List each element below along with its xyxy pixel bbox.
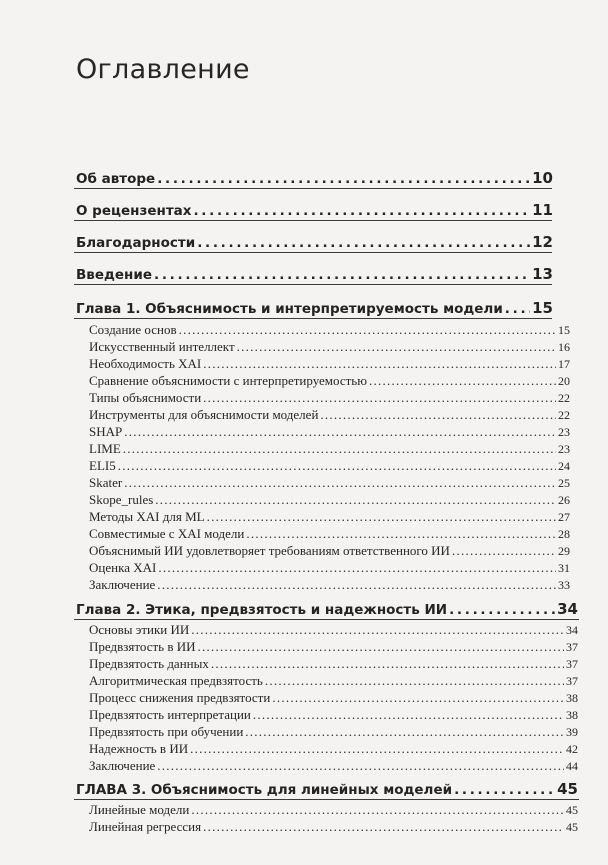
toc-section (0, 509, 608, 525)
toc-section-page: 38 (566, 708, 578, 722)
toc-section-label: Процесс снижения предвзятости (89, 690, 271, 705)
dot-leader (191, 622, 564, 638)
toc-section-label: Надежность в ИИ (89, 741, 189, 756)
toc-chapter-page: 15 (532, 299, 553, 317)
toc-section-page: 29 (558, 544, 570, 558)
toc-section-label: Основы этики ИИ (89, 622, 190, 637)
toc-section (0, 424, 608, 440)
toc-entry-label: Введение (76, 267, 152, 283)
toc-section-page: 27 (558, 510, 570, 524)
toc-section-label: Создание основ (89, 322, 177, 337)
toc-section-page: 45 (566, 820, 578, 834)
toc-section-page: 25 (558, 476, 570, 490)
toc-section-page: 22 (558, 391, 570, 405)
toc-section-page: 34 (566, 623, 578, 637)
dot-leader (158, 560, 556, 576)
toc-section (0, 526, 608, 542)
toc-section (0, 577, 608, 593)
toc-section (0, 356, 608, 372)
toc-section (0, 339, 608, 355)
dot-leader (245, 724, 564, 740)
toc-section-label: Заключение (89, 577, 156, 592)
toc-entry-page: 11 (532, 201, 553, 219)
toc-entry-label: О рецензентах (76, 203, 192, 219)
toc-section-label: Необходимость XAI (89, 356, 202, 371)
toc-chapter-1 (0, 299, 608, 317)
toc-section (0, 639, 608, 655)
toc-section (0, 543, 608, 559)
toc-section-label: SHAP (89, 424, 123, 439)
dot-leader (265, 673, 564, 689)
toc-chapter-2 (0, 600, 608, 618)
toc-section-page: 45 (566, 803, 578, 817)
dot-leader (157, 577, 556, 593)
dot-leader (157, 171, 530, 187)
toc-section-label: Совместимые с XAI модели (89, 526, 245, 541)
toc-section-page: 23 (558, 425, 570, 439)
toc-section-label: LIME (89, 441, 121, 456)
dot-leader (211, 656, 564, 672)
toc-section-page: 39 (566, 725, 578, 739)
toc-section (0, 441, 608, 457)
dot-leader (191, 802, 564, 818)
divider (74, 220, 552, 221)
toc-section (0, 724, 608, 740)
toc-section-label: Предвзятость в ИИ (89, 639, 196, 654)
dot-leader (197, 639, 564, 655)
toc-chapter-label: ГЛАВА 3. Объяснимость для линейных моделей (76, 782, 453, 798)
dot-leader (452, 543, 556, 559)
toc-section-page: 20 (558, 374, 570, 388)
toc-section (0, 758, 608, 774)
toc-section-label: Инструменты для объяснимости моделей (89, 407, 319, 422)
dot-leader (203, 390, 556, 406)
toc-section-page: 26 (558, 493, 570, 507)
toc-section-page: 37 (566, 657, 578, 671)
dot-leader (154, 267, 530, 283)
dot-leader (124, 475, 556, 491)
toc-chapter-page: 34 (557, 600, 578, 618)
toc-section (0, 673, 608, 689)
divider (74, 188, 552, 189)
dot-leader (123, 441, 556, 457)
toc-section (0, 560, 608, 576)
toc-section (0, 622, 608, 638)
dot-leader (320, 407, 556, 423)
toc-section-label: Заключение (89, 758, 156, 773)
toc-chapter-label: Глава 1. Объяснимость и интерпретируемость модели (76, 301, 503, 317)
toc-section-page: 37 (566, 674, 578, 688)
toc-entry-acknowledgements (0, 233, 608, 251)
toc-entry-introduction (0, 265, 608, 283)
toc-section-label: Линейные модели (89, 802, 190, 817)
toc-section-page: 28 (558, 527, 570, 541)
dot-leader (179, 322, 556, 338)
divider (74, 619, 579, 620)
toc-section (0, 802, 608, 818)
toc-section-label: Искусственный интеллект (89, 339, 235, 354)
toc-entry-page: 13 (532, 265, 553, 283)
dot-leader (505, 301, 530, 317)
toc-entry-page: 10 (532, 169, 553, 187)
dot-leader (207, 509, 556, 525)
toc-section-page: 42 (566, 742, 578, 756)
dot-leader (237, 339, 556, 355)
toc-section-page: 31 (558, 561, 570, 575)
toc-entry-label: Об авторе (76, 171, 156, 187)
toc-section-page: 16 (558, 340, 570, 354)
toc-section-label: Сравнение объяснимости с интерпретируемостью (89, 373, 367, 388)
toc-section (0, 322, 608, 338)
toc-section (0, 373, 608, 389)
dot-leader (272, 690, 564, 706)
toc-section-page: 44 (566, 759, 578, 773)
dot-leader (253, 707, 564, 723)
dot-leader (118, 458, 556, 474)
dot-leader (190, 741, 564, 757)
toc-section-page: 23 (558, 442, 570, 456)
toc-section-label: Предвзятость интерпретации (89, 707, 251, 722)
dot-leader (369, 373, 556, 389)
toc-section-label: Объяснимый ИИ удовлетворяет требованиям ответственного ИИ (89, 543, 450, 558)
toc-section (0, 407, 608, 423)
toc-section (0, 741, 608, 757)
toc-section (0, 690, 608, 706)
toc-section-page: 22 (558, 408, 570, 422)
toc-entry-about-author (0, 169, 608, 187)
toc-section (0, 458, 608, 474)
divider (74, 284, 552, 285)
toc-entry-reviewers (0, 201, 608, 219)
toc-section (0, 390, 608, 406)
dot-leader (197, 235, 530, 251)
divider (74, 318, 552, 319)
toc-section-label: Skater (89, 475, 123, 490)
dot-leader (246, 526, 556, 542)
toc-section-page: 24 (558, 459, 570, 473)
toc-section-label: Линейная регрессия (89, 819, 202, 834)
toc-section-page: 37 (566, 640, 578, 654)
divider (74, 252, 552, 253)
dot-leader (155, 492, 556, 508)
toc-section-label: Методы XAI для ML (89, 509, 205, 524)
toc-chapter-page: 45 (557, 780, 578, 798)
toc-section-label: Алгоритмическая предвзятость (89, 673, 263, 688)
dot-leader (203, 356, 556, 372)
toc-section (0, 492, 608, 508)
toc-section-page: 15 (558, 323, 570, 337)
toc-section-label: Предвзятость данных (89, 656, 209, 671)
dot-leader (454, 782, 555, 798)
toc-section (0, 656, 608, 672)
dot-leader (449, 602, 555, 618)
dot-leader (203, 819, 564, 835)
toc-section-page: 38 (566, 691, 578, 705)
divider (74, 799, 579, 800)
page-title: Оглавление (76, 54, 250, 85)
dot-leader (193, 203, 530, 219)
dot-leader (157, 758, 564, 774)
toc-section-label: Типы объяснимости (89, 390, 202, 405)
toc-section (0, 475, 608, 491)
toc-entry-label: Благодарности (76, 235, 196, 251)
toc-chapter-label: Глава 2. Этика, предвзятость и надежность ИИ (76, 602, 448, 618)
toc-section-label: ELI5 (89, 458, 116, 473)
dot-leader (124, 424, 556, 440)
toc-section-label: Skope_rules (89, 492, 154, 507)
toc-section (0, 819, 608, 835)
toc-section-page: 33 (558, 578, 570, 592)
toc-section-page: 17 (558, 357, 570, 371)
toc-chapter-3 (0, 780, 608, 798)
toc-section-label: Предвзятость при обучении (89, 724, 244, 739)
toc-section-label: Оценка XAI (89, 560, 157, 575)
toc-section (0, 707, 608, 723)
toc-entry-page: 12 (532, 233, 553, 251)
